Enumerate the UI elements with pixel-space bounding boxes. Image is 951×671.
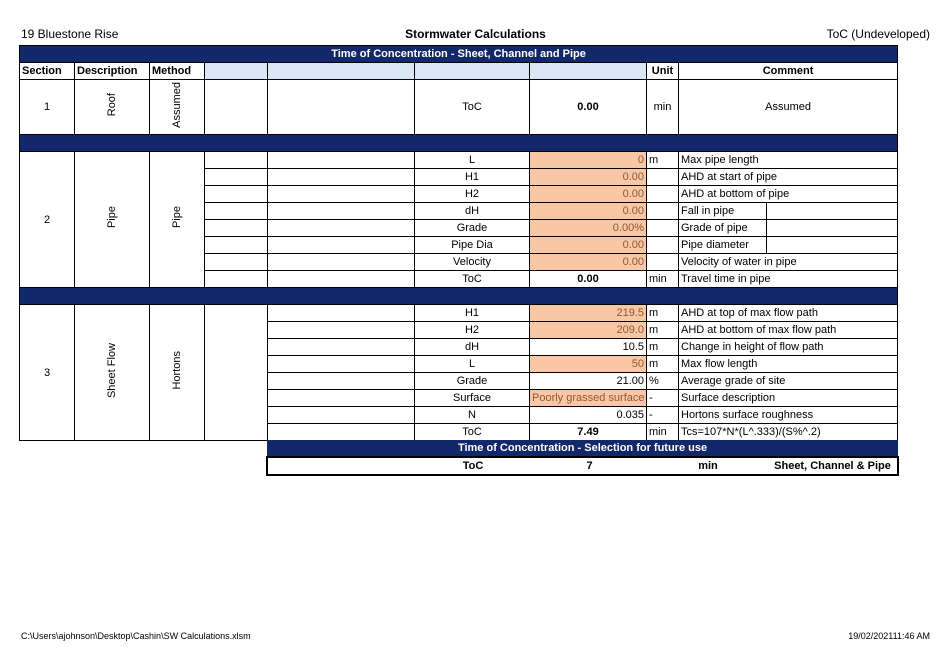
param-comment: AHD at start of pipe [679, 169, 898, 186]
col-unit: Unit [647, 63, 679, 80]
blank-cell [268, 305, 415, 322]
section-number: 1 [20, 80, 75, 135]
blank-cell [205, 152, 268, 169]
param-unit: m [647, 322, 679, 339]
blank-cell [268, 373, 415, 390]
param-label: Pipe Dia [415, 237, 530, 254]
param-label: H2 [415, 322, 530, 339]
param-value: 21.00 [530, 373, 647, 390]
param-value: 10.5 [530, 339, 647, 356]
blank-cell [268, 322, 415, 339]
blank-cell [767, 220, 898, 237]
method-text: Assumed [171, 82, 183, 128]
param-unit [647, 203, 679, 220]
param-comment: Max flow length [679, 356, 898, 373]
description-text: Sheet Flow [106, 342, 118, 399]
param-label: ToC [415, 424, 530, 441]
section-method [150, 305, 205, 441]
param-label: ToC [415, 80, 530, 135]
param-comment: Travel time in pipe [679, 271, 898, 288]
param-unit: m [647, 339, 679, 356]
print-datetime: 19/02/202111:46 AM [848, 631, 930, 641]
method-text: Pipe [171, 206, 183, 229]
param-label: H1 [415, 305, 530, 322]
sheet-subtitle: ToC (Undeveloped) [826, 27, 930, 41]
blank-header [205, 63, 268, 80]
blank-cell [205, 80, 268, 135]
param-label: N [415, 407, 530, 424]
selection-unit: min [698, 460, 718, 472]
blank-cell [767, 203, 898, 220]
param-value-input[interactable]: 50 [530, 356, 647, 373]
param-comment: AHD at bottom of max flow path [679, 322, 898, 339]
section-number: 3 [20, 305, 75, 441]
section-number: 2 [20, 152, 75, 288]
param-comment: AHD at bottom of pipe [679, 186, 898, 203]
param-comment: Average grade of site [679, 373, 898, 390]
section-description [75, 152, 150, 288]
toc-table [19, 45, 898, 441]
file-path: C:\Users\ajohnson\Desktop\Cashin\SW Calculations.xlsm [21, 631, 251, 641]
param-unit: % [647, 373, 679, 390]
blank-cell [205, 237, 268, 254]
param-label: H1 [415, 169, 530, 186]
blank-cell [767, 237, 898, 254]
blank-cell [205, 186, 268, 203]
param-label: L [415, 152, 530, 169]
param-comment: Grade of pipe [679, 220, 767, 237]
selection-label: ToC [462, 460, 484, 472]
blank-cell [205, 254, 268, 271]
param-value-input[interactable]: 0.00 [530, 254, 647, 271]
param-label: dH [415, 339, 530, 356]
param-unit: - [647, 407, 679, 424]
param-unit [647, 237, 679, 254]
param-label: H2 [415, 186, 530, 203]
param-value-input[interactable]: 0.00 [530, 169, 647, 186]
param-label: ToC [415, 271, 530, 288]
col-section: Section [20, 63, 75, 80]
blank-cell [268, 169, 415, 186]
blank-header [530, 63, 647, 80]
param-unit: m [647, 152, 679, 169]
selection-table [266, 440, 899, 476]
param-value-input[interactable]: 0 [530, 152, 647, 169]
param-label: Grade [415, 220, 530, 237]
selection-method: Sheet, Channel & Pipe [774, 460, 891, 472]
blank-cell [268, 237, 415, 254]
param-value: 0.00% [530, 220, 647, 237]
blank-cell [205, 305, 268, 441]
param-value: 0.00 [530, 271, 647, 288]
param-label: Velocity [415, 254, 530, 271]
col-description: Description [75, 63, 150, 80]
param-comment: Change in height of flow path [679, 339, 898, 356]
param-comment: Hortons surface roughness [679, 407, 898, 424]
blank-cell [268, 339, 415, 356]
param-label: dH [415, 203, 530, 220]
param-value-input[interactable]: 209.0 [530, 322, 647, 339]
param-unit [647, 254, 679, 271]
selection-title: Time of Concentration - Selection for future use [267, 440, 898, 457]
param-unit: - [647, 390, 679, 407]
param-unit [647, 186, 679, 203]
param-comment: Pipe diameter [679, 237, 767, 254]
blank-cell [268, 186, 415, 203]
param-value: 0.00 [530, 80, 647, 135]
blank-cell [268, 152, 415, 169]
blank-header [268, 63, 415, 80]
param-comment: Max pipe length [679, 152, 898, 169]
blank-cell [268, 424, 415, 441]
param-unit: m [647, 356, 679, 373]
blank-cell [205, 203, 268, 220]
param-label: Grade [415, 373, 530, 390]
col-comment: Comment [679, 63, 898, 80]
param-comment: Surface description [679, 390, 898, 407]
blank-cell [268, 390, 415, 407]
param-comment: Assumed [679, 80, 898, 135]
param-value-input[interactable]: 0.00 [530, 186, 647, 203]
param-value: 0.00 [530, 203, 647, 220]
param-unit: min [647, 80, 679, 135]
param-label: Surface [415, 390, 530, 407]
selection-value: 7 [586, 460, 593, 472]
blank-cell [205, 169, 268, 186]
blank-cell [268, 203, 415, 220]
blank-cell [268, 220, 415, 237]
param-comment: Fall in pipe [679, 203, 767, 220]
blank-cell [267, 457, 415, 475]
param-value: 7.49 [530, 424, 647, 441]
blank-cell [268, 80, 415, 135]
col-method: Method [150, 63, 205, 80]
section-divider [20, 135, 898, 152]
section-divider [20, 288, 898, 305]
param-unit: min [647, 271, 679, 288]
description-text: Roof [106, 93, 118, 117]
param-comment: Velocity of water in pipe [679, 254, 898, 271]
param-unit [647, 220, 679, 237]
param-unit: m [647, 305, 679, 322]
section-description [75, 80, 150, 135]
table-title: Time of Concentration - Sheet, Channel and Pipe [20, 46, 898, 63]
param-value-input[interactable]: 219.5 [530, 305, 647, 322]
param-unit: min [647, 424, 679, 441]
blank-cell [268, 407, 415, 424]
blank-cell [205, 220, 268, 237]
sheet-title: Stormwater Calculations [405, 27, 546, 41]
param-label: L [415, 356, 530, 373]
blank-cell [268, 254, 415, 271]
section-description [75, 305, 150, 441]
blank-cell [268, 271, 415, 288]
project-name: 19 Bluestone Rise [21, 27, 119, 41]
description-text: Pipe [106, 206, 118, 229]
blank-cell [205, 271, 268, 288]
param-comment: AHD at top of max flow path [679, 305, 898, 322]
param-comment: Tcs=107*N*(L^.333)/(S%^.2) [679, 424, 898, 441]
method-text: Hortons [171, 351, 183, 390]
param-value-input[interactable]: 0.00 [530, 237, 647, 254]
surface-select[interactable]: Poorly grassed surface [530, 390, 647, 407]
blank-header [415, 63, 530, 80]
param-value: 0.035 [530, 407, 647, 424]
section-method [150, 152, 205, 288]
blank-cell [268, 356, 415, 373]
section-method [150, 80, 205, 135]
param-unit [647, 169, 679, 186]
